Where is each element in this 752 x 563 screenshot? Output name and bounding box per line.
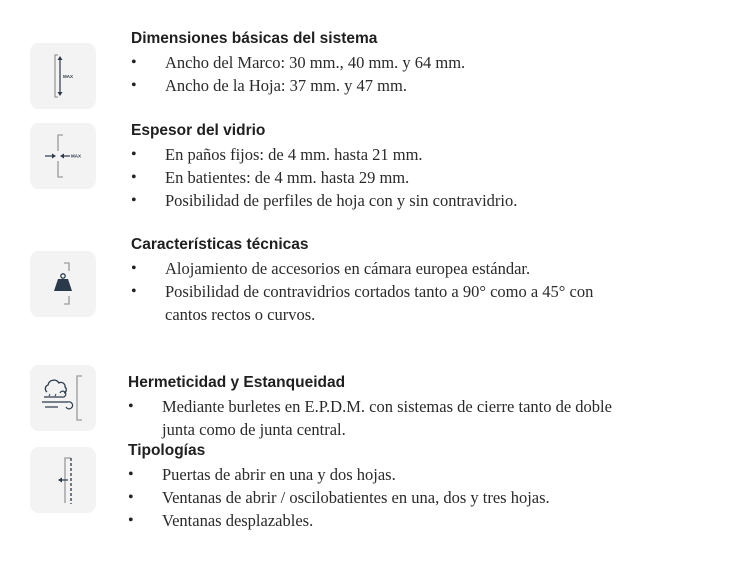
list-item: • Ancho de la Hoja: 37 mm. y 47 mm.: [131, 74, 465, 97]
list-item: • Ventanas desplazables.: [128, 509, 550, 532]
section-technical-features: [131, 235, 631, 326]
weather-wind-rain-icon-box: [30, 365, 96, 431]
list-item: • Ancho del Marco: 30 mm., 40 mm. y 64 mm.: [131, 51, 465, 74]
list-item: • En batientes: de 4 mm. hasta 29 mm.: [131, 166, 517, 189]
section-glass-thickness: [131, 121, 517, 212]
weight-icon-box: [30, 251, 96, 317]
list-item: • En paños fijos: de 4 mm. hasta 21 mm.: [131, 143, 517, 166]
list-item: • Puertas de abrir en una y dos hojas.: [128, 463, 550, 486]
section-title: Tipologías: [128, 442, 206, 459]
list-item: • Ventanas de abrir / oscilobatientes en una, dos y tres hojas.: [128, 486, 550, 509]
bullet-list: [128, 463, 550, 532]
list-item: • Mediante burletes en E.P.D.M. con sistemas de cierre tanto de doble junta como de junta central.: [128, 395, 628, 441]
bullet-list: [128, 395, 628, 441]
svg-text:MAX: MAX: [63, 74, 73, 79]
section-title: Características técnicas: [131, 236, 309, 253]
section-dimensions: [131, 29, 465, 97]
weight-icon: [30, 251, 96, 317]
section-title: Hermeticidad y Estanqueidad: [128, 374, 346, 391]
section-typologies: [128, 441, 550, 532]
frame-width-max-icon: [30, 43, 96, 109]
frame-width-max-icon-box: [30, 43, 96, 109]
list-item: • Posibilidad de contravidrios cortados tanto a 90° como a 45° con cantos rectos o curvos.: [131, 280, 631, 326]
weather-wind-rain-icon: [30, 365, 96, 431]
bullet-list: [131, 257, 631, 326]
list-item: • Alojamiento de accesorios en cámara europea estándar.: [131, 257, 631, 280]
bullet-list: [131, 143, 517, 212]
glass-thickness-icon: [30, 123, 96, 189]
door-opening-icon: [30, 447, 96, 513]
section-title: Espesor del vidrio: [131, 122, 266, 139]
svg-text:MAX: MAX: [71, 153, 81, 159]
door-opening-icon-box: [30, 447, 96, 513]
section-weather-tightness: [128, 373, 628, 441]
section-title: Dimensiones básicas del sistema: [131, 30, 378, 47]
glass-thickness-icon-box: [30, 123, 96, 189]
list-item: • Posibilidad de perfiles de hoja con y sin contravidrio.: [131, 189, 517, 212]
bullet-list: [131, 51, 465, 97]
